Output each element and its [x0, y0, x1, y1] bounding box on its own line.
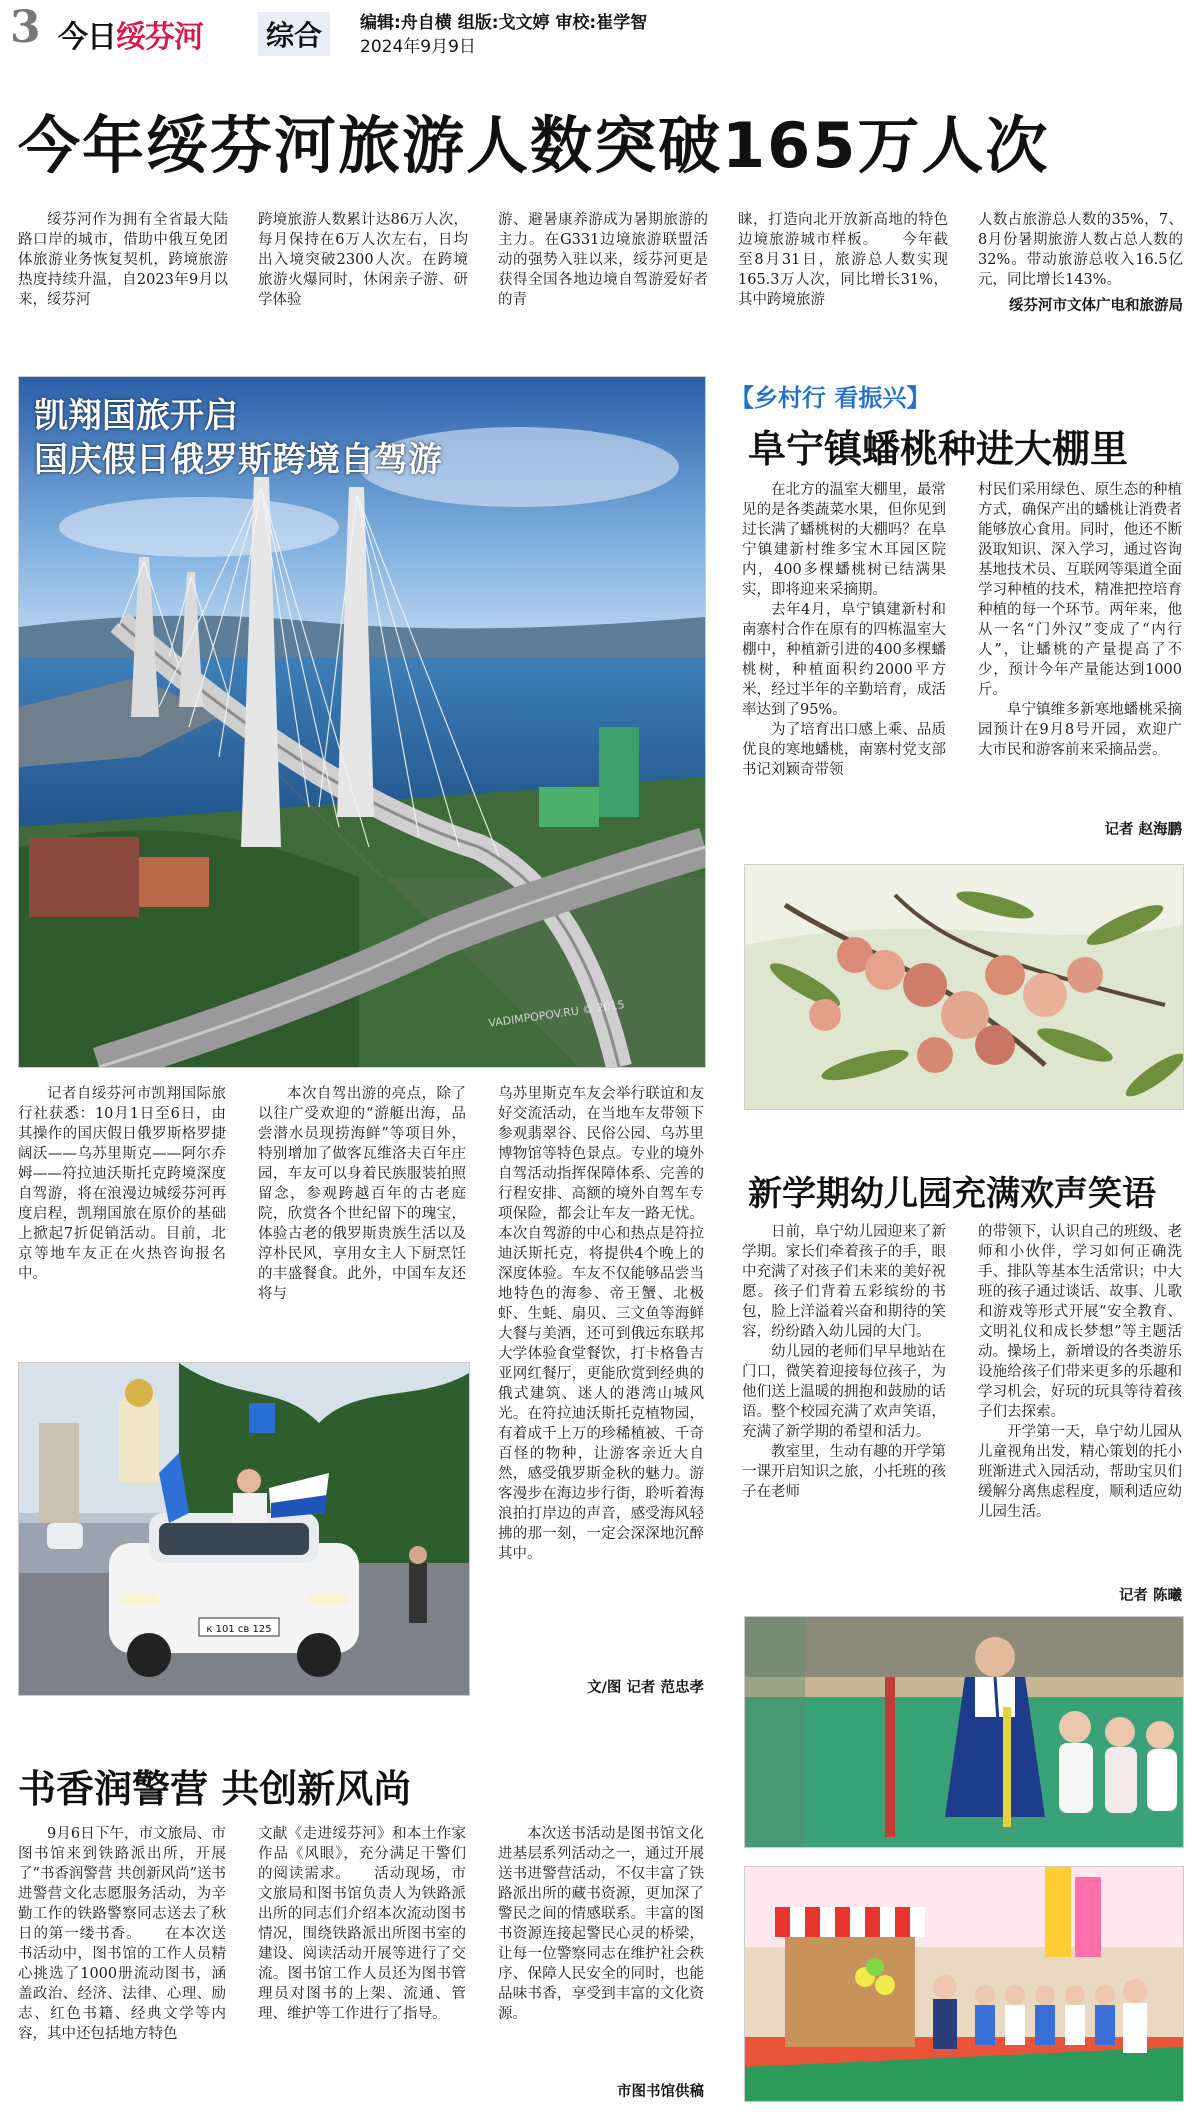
lead-column-3: 游、避暑康养游成为暑期旅游的主力。在G331边境旅游联盟活动的强势入驻以来，绥芬河更是获得全国各地边境自驾游爱好者的青 [498, 212, 708, 308]
books-column-1: 9月6日下午，市文旅局、市图书馆来到铁路派出所，开展了“书香润警营 共创新风尚”送书进警营文化志愿服务活动，为辛勤工作的铁路警察同志送去了秋日的第一缕书香。 在本次送书活动中，图书馆的工作人员精心挑选了1000册流动图书，涵盖政治、经济、法律、心理、励志、红色书籍、经典文学等内容，其中还包括地方特色 [18, 1826, 226, 2042]
kinder-headline: 新学期幼儿园充满欢声笑语 [748, 1174, 1156, 1214]
section-label: 综合 [258, 12, 330, 56]
masthead [0, 0, 1200, 62]
page-number: 3 [10, 2, 41, 53]
peach-photo [744, 864, 1184, 1110]
paper-name-logo: 今日绥芬河 [58, 20, 203, 55]
travel-column-1: 记者自绥芬河市凯翔国际旅行社获悉：10月1日至6日，由其操作的国庆假日俄罗斯格罗捷阔沃——乌苏里斯克——阿尔乔姆——符拉迪沃斯托克跨境深度自驾游，将在浪漫边城绥芬河再度启程，凯翔国旅在原价的基础上掀起7折促销活动。目前，北京等地车友正在火热咨询报名中。 [18, 1086, 226, 1282]
editor-credits: 编辑:舟自横 组版:戈文婷 审校:崔学智 [360, 13, 648, 33]
lead-column-1: 绥芬河作为拥有全省最大陆路口岸的城市，借助中俄互免团体旅游业务恢复契机，跨境旅游热度持续升温，自2023年9月以来，绥芬河 [18, 212, 228, 308]
photo-watermark: VADIMPOPOV.RU © 2015 [487, 997, 626, 1030]
travel-column-3: 乌苏里斯克车友会举行联谊和友好交流活动，在当地车友带领下参观翡翠谷、民俗公园、乌苏里博物馆等特色景点。专业的境外自驾活动指挥保障体系、完善的行程安排、高额的境外自驾车专项保险，都会让车友一路无忧。本次自驾游的中心和热点是符拉迪沃斯托克，将提供4个晚上的深度体验。车友不仅能够品尝当地特色的海参、帝王蟹、北极虾、生蚝、扇贝、三文鱼等海鲜大餐与美酒，还可到俄远东联邦大学体验食堂餐饮，打卡格鲁吉亚网红餐厅，更能欣赏到经典的俄式建筑、迷人的港湾山城风光。在符拉迪沃斯托克植物园，有着成千上万的珍稀植被、千奇百怪的物种，让游客亲近大自然，感受俄罗斯金秋的魅力。游客漫步在海边步行街，聆听着海浪拍打岸边的声音，感受海风轻拂的那一刻，一定会深深地沉醉其中。 [498, 1086, 704, 1562]
kinder-byline: 记者 陈曦 [1118, 1588, 1182, 1604]
peach-byline: 记者 赵海鹏 [1104, 822, 1182, 838]
lead-column-5: 人数占旅游总人数的35%，7、8月份暑期旅游人数占总人数的32%。带动旅游总收入16.5亿元，同比增长143%。 [978, 212, 1183, 288]
books-column-2: 文献《走进绥芬河》和本土作家作品《风眼》，充分满足干警们的阅读需求。 活动现场，市文旅局和图书馆负责人为铁路派出所的同志们介绍本次流动图书情况，围绕铁路派出所图书室的建设、阅读活动开展等进行了交流。图书馆工作人员还为图书管理员对图书的上架、流通、管理、维护等工作进行了指导。 [258, 1826, 466, 2022]
books-byline: 市图书馆供稿 [617, 2084, 704, 2100]
lead-source: 绥芬河市文体广电和旅游局 [1009, 298, 1183, 314]
travel-column-2: 本次自驾出游的亮点，除了以往广受欢迎的“游艇出海，品尝潜水员现捞海鲜”等项目外，特别增加了做客瓦维洛夫百年庄园，车友可以身着民族服装拍照留念，参观跨越百年的古老庭院，欣赏各个世纪留下的瑰宝，体验古老的俄罗斯贵族生活以及淳朴民风，享用女主人下厨烹饪的丰盛餐食。此外，中国车友还将与 [258, 1086, 466, 1302]
kinder-photo-2 [744, 1866, 1184, 2102]
peach-column-1: 在北方的温室大棚里，最常见的是各类蔬菜水果，但你见到过长满了蟠桃树的大棚吗？在阜宁镇建新村维多宝木耳园区院内，400多棵蟠桃树已结满果实，即将迎来采摘期。 去年4月，阜宁镇建新村和南寨村合作在原有的四栋温室大棚中，种植新引进的400多棵蟠桃树，种植面积约2000平方米，经过半年的辛勤培育，成活率达到了95%。 为了培育出口感上乘、品质优良的寒地蟠桃，南寨村党支部书记刘颖奇带领 [742, 482, 946, 778]
travel-headline-line-1: 凯翔国旅开启 [34, 396, 238, 436]
books-headline: 书香润警营 共创新风尚 [18, 1767, 412, 1811]
books-column-3: 本次送书活动是图书馆文化进基层系列活动之一，通过开展送书进警营活动，不仅丰富了铁路派出所的藏书资源，更加深了警民之间的情感联系。丰富的图书资源连接起警民心灵的桥梁，让每一位警察同志在维护社会秩序、保障人民安全的同时，也能品味书香，享受到丰富的文化资源。 [498, 1826, 704, 2022]
kinder-column-2: 的带领下，认识自己的班级、老师和小伙伴，学习如何正确洗手、排队等基本生活常识；中大班的孩子通过谈话、故事、儿歌和游戏等形式开展“安全教育、文明礼仪和成长梦想”等主题活动。操场上，新增设的各类游乐设施给孩子们带来更多的乐趣和学习机会，好玩的玩具等待着孩子们去探索。 开学第一天，阜宁幼儿园从儿童视角出发，精心策划的托小班渐进式入园活动，帮助宝贝们缓解分离焦虑程度，顺利适应幼儿园生活。 [978, 1224, 1182, 1520]
travel-byline: 文/图 记者 范忠孝 [587, 1680, 704, 1696]
lead-column-4: 睐，打造向北开放新高地的特色边境旅游城市样板。 今年截至8月31日，旅游总人数实现165.3万人次，同比增长31%，其中跨境旅游 [738, 212, 948, 308]
kinder-column-1: 日前，阜宁幼儿园迎来了新学期。家长们牵着孩子的手，眼中充满了对孩子们未来的美好祝愿。孩子们背着五彩缤纷的书包，脸上洋溢着兴奋和期待的笑容，纷纷踏入幼儿园的大门。 幼儿园的老师们早早地站在门口，微笑着迎接每位孩子，为他们送上温暖的拥抱和鼓励的话语。整个校园充满了欢声笑语，充满了新学期的希望和活力。 教室里，生动有趣的开学第一课开启知识之旅，小托班的孩子在老师 [742, 1224, 946, 1500]
peach-headline: 阜宁镇蟠桃种进大棚里 [748, 427, 1129, 471]
car-rally-photo [18, 1362, 470, 1696]
license-plate: к 101 св 125 [206, 1624, 272, 1635]
lead-headline: 今年绥芬河旅游人数突破165万人次 [18, 109, 1050, 182]
peach-column-2: 村民们采用绿色、原生态的种植方式，确保产出的蟠桃让消费者能够放心食用。同时，他还不断汲取知识、深入学习，通过咨询基地技术员、互联网等渠道全面学习种植的技术，精准把控培育种植的每一个环节。两年来，他从一名“门外汉”变成了“内行人”，让蟠桃的产量提高了不少，预计今年产量能达到1000斤。 阜宁镇维多新寒地蟠桃采摘园预计在9月8号开园，欢迎广大市民和游客前来采摘品尝。 [978, 482, 1182, 758]
kinder-photo-1 [744, 1616, 1184, 1848]
issue-date: 2024年9月9日 [360, 37, 476, 57]
lead-column-2: 跨境旅游人数累计达86万人次，每月保持在6万人次左右，日均出入境突破2300人次。在跨境旅游火爆同时，休闲亲子游、研学体验 [258, 212, 468, 308]
peach-kicker: 【乡村行 看振兴】 [730, 384, 931, 412]
travel-headline-line-2: 国庆假日俄罗斯跨境自驾游 [34, 440, 442, 480]
